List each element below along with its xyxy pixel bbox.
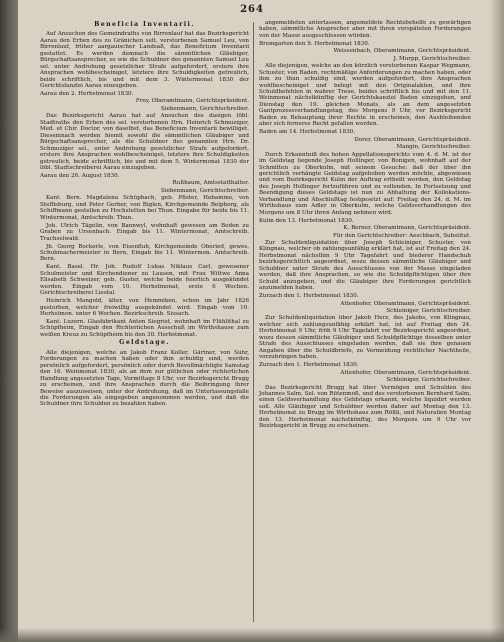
right-column-sign: Dorer, Oberamtmann, Gerichtspräsident.: [354, 136, 471, 143]
right-column-sign: J. Murpp, Gerichtschreiber.: [393, 55, 471, 62]
right-column-para: Zur Schuldenliquidation über Joseph Schleiniger, Schuster, von Klingnau, welcher ob zahlungsunfähig erklärt hat, ist auf Freitag den 24. Herbstmonat nächsthin 9 Uhr Tagefahrt und biederer Handschuh bezirksgerichtlich angeordnet, wozu dessen sämmtliche Gläubiger und Schuldner unter Strafe des Ausschlusses von der Masse eingeladen werden, daß ihre Ansprachen, so wie die Schuldpflichtigen über ihre Schuld anzugeben, und die Gläubiger ihre Forderungen gerichtlich anzumelden haben.: [259, 240, 471, 292]
left-column-sign: Siebenmann, Gerichtschreiber.: [160, 187, 249, 194]
right-column-date: Baden am 14. Herbstmonat 1830.: [259, 129, 356, 136]
right-column-para: angemeldeten unterlassen, angemeldete Rechtsbehelfe zu gewärtigen haben, sämmtliche Ansprecher aber mit ihren verspäteten Forderungen von der Masse ausgeschlossen würden.: [259, 20, 471, 39]
left-column-sign: Rußbaum, Amtsstatthalter.: [172, 180, 249, 187]
left-column-date: Aarau den 2. Herbstmonat 1830.: [40, 91, 134, 98]
left-column-sign: Siebenmann, Gerichtschreiber.: [160, 105, 249, 112]
right-column-sign: Mangin, Gerichtschreiber.: [396, 144, 471, 151]
right-column-para: Zur Schuldenliquidation über Jakob Herz, des Jakobs, von Klingnau, welcher sich zahlungsunfähig erklärt hat, ist auf Freitag den 24. Herbstmonat 9 Uhr, fröh 9 Uhr Tagefahrt vor Bezirksgericht angeordnet, wozu dessen sämmtliche Gläubiger und Schuldpflichtige desselben unter Strafe des Ausschlusses eingeladen werden, daß sie ihre genauen Angaben über die Schuldbriefe, zu Vermeidung rechtlicher Nachtheile, vorzubringen haben.: [259, 315, 471, 361]
column-divider: [253, 22, 254, 622]
left-column-sign: Frey, Oberamtmann, Gerichtspräsident.: [135, 98, 249, 105]
right-column: [259, 20, 471, 431]
left-column-date: Aarau den 26. August 1830.: [40, 172, 120, 179]
right-column-date: Zurzach den 1. Herbstmonat 1830.: [259, 362, 359, 369]
left-column-para: Kant. Bern. Magdalena Schüpbach, geb. Pfister, Hebamme, von Steffisburg, und Peter Gerber, von Biglen, Kirchgemeinde Belpberg, als Schiffmann gestellen zu Hochstetten bei Thun. Eingabe für beide bis 11. Wintermonat, Amtschreib. Thun.: [40, 195, 249, 221]
page-number: 264: [240, 4, 264, 15]
left-column-para: Joh. Ulrich Tägelin, von Bannwyl, wohnhaft gewesen am Boden zu Graben zu Ursenbach. Eingab bis 11. Wintermonat, Amtschreib. Trachselwald.: [40, 222, 249, 242]
right-column-date: Bremgarten den 9. Herbstmonat 1830.: [259, 40, 370, 47]
right-column-date: Zurzach den 1. Herbstmonat 1830.: [259, 293, 359, 300]
left-column-para: Heinrich Mangold, älter, von Hemmiken, schon im Jahr 1826 gestorben, welcher freiwillig ausgekündet wird. Eingab vom 10. Herbstmon. unter 6 Wochen. Bezirkschreib. Sissach.: [40, 298, 249, 318]
scan-edge-left: [0, 0, 18, 642]
right-column-sign: Schleiniger, Gerichtschreiber.: [386, 377, 471, 384]
left-column-para: Das Bezirksgericht Aarau hat auf Ansuchen des dasigen löbl. Stadtraths den Erben des sel. verstorbenen Hrn. Heinrich Schmuziger, Med. et Chir. Doctor, von daselbst, das Beneficium Inventarii bewilliget. Diesemnach werden hiemit sowohl die sämmtlichen Gläubiger und Bürgschaftsansprecher, als die Schuldner des genannten Hrn. Dr. Schmuziger sel., unter Androhung gesetzlicher Strafe aufgefordert, erstere ihre Ansprachen wohlbescheiniget, letztere ihre Schuldigkeiten getreulich, beide schriftlich, bis und mit dem 5. Wintermonat 1830 der löbl. Stadtschreiberei Aarau einzugeben.: [40, 113, 249, 172]
right-column-para: Durch Erkanntniß des hohen Appellationsgerichts vom 4. d. M. ist der im Geldstag liegende Joseph Hollinger, von Bonigen, wohnhaft auf der Schmitten zu Oberkulm, mit seinem Gesuche: daß der über ihn gerichtlich verhängte Geldstag aufgehoben werden möchte, abgewiesen und vom Bezirksgericht Kulm der Auftrag ertheilt worden, den Geldstag des Joseph Hollinger fortzuführen und zu vollenden. In Fortsetzung und Beendigung dieses Geldstags ist nun zu Abhaltung der Kollokations-Verhandlung und Abschlußtag festgesetzt auf: Freitag den 24. d. M. im Wirthshaus zum Adler in Oberkulm, welche Geldsverhandlungen des Morgens um 8 Uhr ihren Anfang nehmen wird.: [259, 151, 471, 216]
right-column-date: Kulm den 13. Herbstmonat 1830.: [259, 217, 354, 224]
left-column-heading: Geldstage.: [119, 339, 170, 347]
right-column-sign: Attenhofer, Oberamtmann, Gerichtspräsident.: [340, 300, 471, 307]
right-column-para: Das Bezirksgericht Brugg hat über Vermögen und Schulden des Johannes Salm, Sel. von Rütenmoß, und des verstorbenen Bernhard Salm, einen Geldsverhandlung des Geldstags erkannt, welche liquidirt werden soll. Alle Gläubiger und Schuldner werden daher auf Montag den 13. Herbstmonat zu Brugg im Wirthshaus zum Rößli, und Naturalien Montag den 13. Herbstmonat nächstkünftig, des Morgens um 9 Uhr vor Bezirksgericht in Brugg zu erscheinen.: [259, 384, 471, 430]
right-column-sign: Für den Gerichtschreiber: Aeschbach, Substitut.: [332, 232, 471, 239]
left-column-para: Auf Ansuchen des Gemeindraths von Birrenlauf hat das Bezirksgericht Aarau den Erben des zu Gränichen selt. verstorbenen Samuel Leu, von Birrenlauf, früher aargauischer Landsaß, das Beneficium Inventarii gestattet. Es werden demnach die sämmtlichen Gläubiger, Bürgschaftsansprecher, so wie die Schuldner des genannten Samuel Leu sel. unter Androhung gesetzlicher Strafe aufgefordert, erstere ihre Ansprachen wohlbescheiniget, letztere ihre Schuldigkeiten getreulich, beide schriftlich, bis und mit dem 3. Wintermonat 1830 der Gerichtsfanzlei Aarau einzugeben.: [40, 31, 249, 90]
right-column-sign: Weissenbach, Oberamtmann, Gerichtspräsident.: [333, 48, 471, 55]
right-column-sign: K. Berner, Oberamtmann, Gerichtspräsident.: [343, 225, 471, 232]
left-column-para: Kant. Luzern. Glasfabrikant Anton Siegrist, wohnhaft im Flühlithal zu Schüpfheim, Eingab den Richteriichen Ausschuß im Wirthshause zum weißen Kreuz zu Schüpfheim bis den 30. Herbstmonat.: [40, 318, 249, 338]
left-column-heading: Beneficia Inventarii.: [94, 21, 195, 28]
scan-shadow-bottom: [0, 628, 504, 642]
left-column-para: Kant. Basel. Hr. Joh. Rudolf Lukas Niklaus Carl, gewesener Schulmeister und Kirchendiener zu Lausen, mit Frau Wittwe Anna Elisabeth Schweizer, geb. Guster, welche beide feierlich ausgekündet werden. Eingab vom 10. Herbstmonat, erste 6 Wochen. Gerichtschreiberei Liestal.: [40, 264, 249, 297]
right-column-sign: Attenhofer, Oberamtmann, Gerichtspräsident.: [340, 369, 471, 376]
left-column: [40, 20, 249, 409]
left-column-para: Alle diejenigen, welche an Jakob Franz Koller, Gärtner, von Suhr, Forderungen zu machen haben oder ihm schuldig sind, werden persönlich aufgefordert, persönlich oder durch Bevollmächtigte Samstag den 16. Weinmonat 1830, als an dem zur gütlichen oder richterlichen Handlung angesetzten Tage, Vormittags 8 Uhr, vor Bezirksgericht Brugg zu erscheinen, und ihre Ansprachen durch die Beibringung ihrer Beweise auszuweisen, unter der Androhung, daß im Unterlassungsfalle die Forderungen als eingegeben angenommen werden, und daß die Schuldner ihre Schulden zu bezahlen haben.: [40, 349, 249, 408]
right-column-sign: Schleiniger, Gerichtschreiber.: [386, 308, 471, 315]
right-column-para: Alle diejenigen, welche an den kürzlich verstorbenen Kaspar Wegmann, Schuster, von Baden, rechtmäßige Anforderungen zu machen haben, oder ihm zu thun schuldig sind, werden aufgefordert, ihre Ansprachen wohlbescheiniget und belegt mit den Originalakten, und ihre Schuldbefehlen in wahrer Treue, beides schriftlich bis und mit den 11. Weinmonat nächstkünftig der Gerichtskanzlei Baden einzugeben, und Dienstag den 19. gleichen Monats, als an dem angesetzten Gantprozessverhandlungstag, des Morgens 9 Uhr, vor Bezirksgericht Baden zu Behauptung ihrer Rechte in erscheinen, den Ausbleibenden aber sich ferneres Recht gefallen werden.: [259, 63, 471, 128]
scan-edge-right: [490, 0, 504, 642]
left-column-para: Jb. Georg Bockerle, von Eisenfluh, Kirchgemeinde Oberied, gewes. Schuhmachermeister in Bern, Eingab bis 11. Wintermon. Amtschreib. Bern.: [40, 243, 249, 263]
